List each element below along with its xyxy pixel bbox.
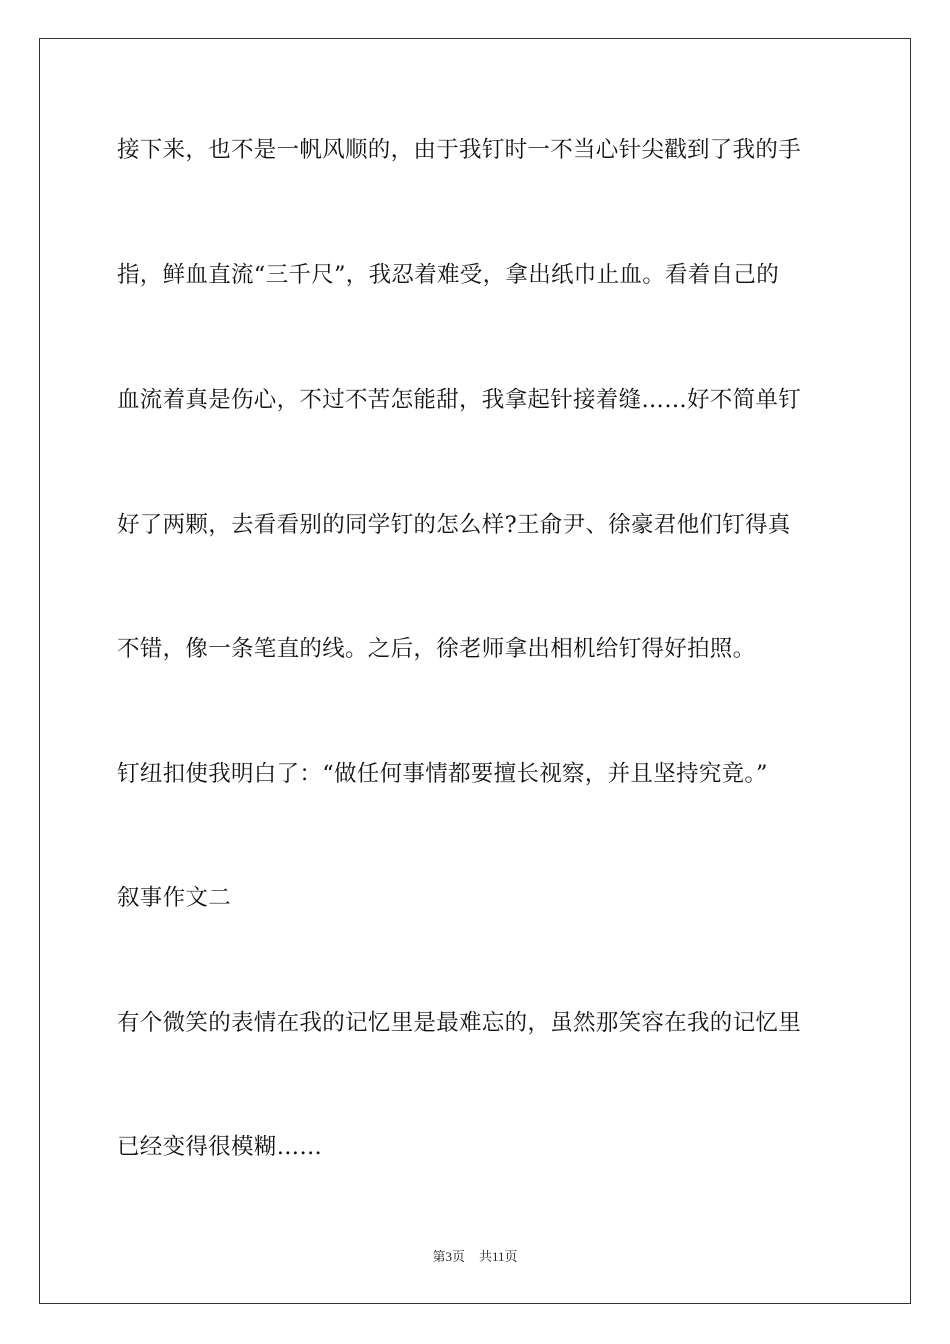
body-text-line: 接下来，也不是一帆风顺的，由于我钉时一不当心针尖戳到了我的手	[117, 137, 802, 163]
body-text-line: 已经变得很模糊……	[117, 1134, 323, 1160]
body-text-line: 血流着真是伤心，不过不苦怎能甜，我拿起针接着缝……好不简单钉	[117, 387, 802, 413]
page-border	[39, 38, 911, 1304]
page-footer	[0, 1248, 950, 1266]
body-text-line: 不错，像一条笔直的线。之后，徐老师拿出相机给钉得好拍照。	[117, 636, 756, 662]
body-text-line: 有个微笑的表情在我的记忆里是最难忘的，虽然那笑容在我的记忆里	[117, 1010, 802, 1036]
page-number: 第3页	[432, 1249, 465, 1264]
section-heading: 叙事作文二	[117, 885, 232, 911]
body-text-line: 好了两颗，去看看别的同学钉的怎么样?王俞尹、徐豪君他们钉得真	[117, 512, 791, 538]
page-total: 共11页	[478, 1249, 518, 1264]
body-text-line: 指，鲜血直流“三千尺”，我忍着难受，拿出纸巾止血。看着自己的	[117, 262, 780, 288]
body-text-line: 钉纽扣使我明白了：“做任何事情都要擅长视察，并且坚持究竟。”	[117, 761, 768, 787]
